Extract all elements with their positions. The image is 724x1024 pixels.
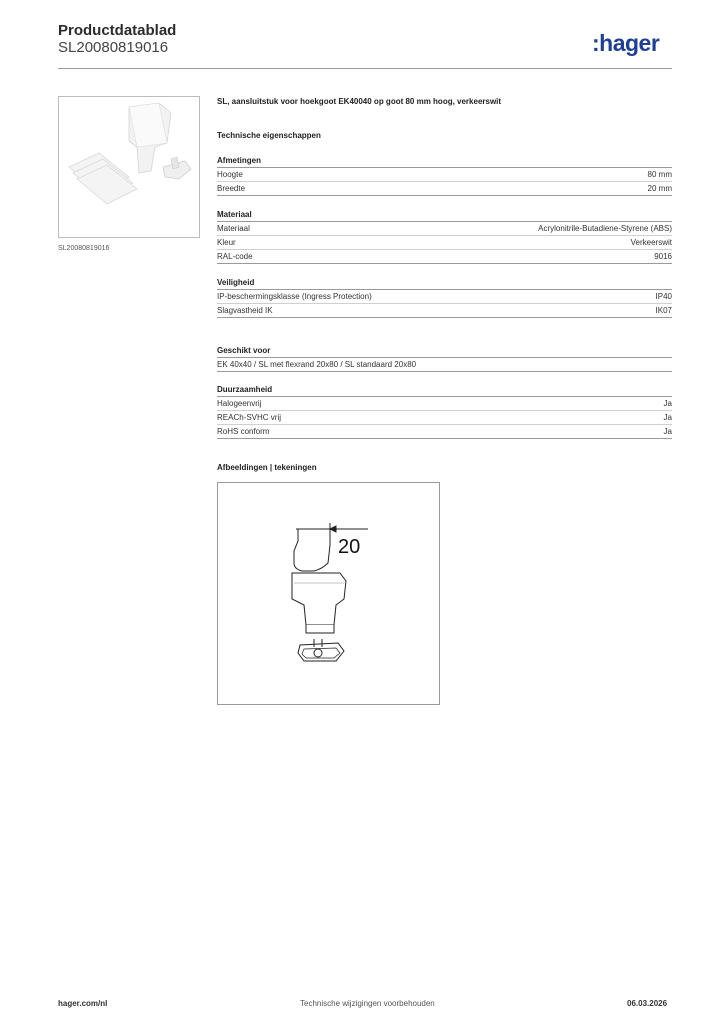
row-label: Materiaal <box>217 224 250 233</box>
section-title: Materiaal <box>217 208 672 222</box>
row-value: 9016 <box>654 252 672 261</box>
product-image <box>58 96 200 238</box>
document-title: Productdatablad <box>58 22 177 39</box>
header-divider <box>58 68 672 69</box>
section-title: Geschikt voor <box>217 344 672 358</box>
table-row <box>217 425 672 439</box>
row-label: REACh-SVHC vrij <box>217 413 282 422</box>
section-title: Afmetingen <box>217 154 672 168</box>
document-subtitle: SL20080819016 <box>58 39 169 56</box>
section-veiligheid <box>217 276 672 318</box>
table-row <box>217 358 672 372</box>
product-photo-illustration <box>59 97 199 237</box>
row-value: IK07 <box>655 306 672 315</box>
table-row <box>217 290 672 304</box>
section-afmetingen <box>217 154 672 196</box>
images-heading: Afbeeldingen | tekeningen <box>217 463 317 472</box>
tech-heading: Technische eigenschappen <box>217 131 321 140</box>
technical-drawing-svg <box>218 483 439 704</box>
technical-drawing <box>217 482 440 705</box>
table-row <box>217 236 672 250</box>
table-row <box>217 250 672 264</box>
row-value: Verkeerswit <box>630 238 672 247</box>
table-row <box>217 222 672 236</box>
product-image-caption: SL20080819016 <box>58 245 110 252</box>
row-value: Acrylonitrile-Butadiene-Styrene (ABS) <box>538 224 672 233</box>
footer-website[interactable]: hager.com/nl <box>58 999 108 1008</box>
footer-date: 06.03.2026 <box>627 999 668 1008</box>
section-geschikt-voor <box>217 344 672 372</box>
row-label: Slagvastheid IK <box>217 306 273 315</box>
hager-logo: :hager <box>592 30 660 56</box>
section-duurzaamheid <box>217 383 672 439</box>
section-title: Veiligheid <box>217 276 672 290</box>
footer-disclaimer: Technische wijzigingen voorbehouden <box>300 999 435 1008</box>
row-value: 80 mm <box>647 170 672 179</box>
table-row <box>217 182 672 196</box>
row-value: Ja <box>663 427 672 436</box>
table-row <box>217 304 672 318</box>
table-row <box>217 168 672 182</box>
row-value: IP40 <box>655 292 672 301</box>
table-row <box>217 397 672 411</box>
section-materiaal <box>217 208 672 264</box>
product-title: SL, aansluitstuk voor hoekgoot EK40040 op goot 80 mm hoog, verkeerswit <box>217 97 502 106</box>
row-value: Ja <box>663 413 672 422</box>
row-label: EK 40x40 / SL met flexrand 20x80 / SL standaard 20x80 <box>217 360 417 369</box>
section-title: Duurzaamheid <box>217 383 672 397</box>
row-label: Kleur <box>217 238 236 247</box>
row-label: Halogeenvrij <box>217 399 262 408</box>
dimension-label: 20 <box>338 536 361 558</box>
table-row <box>217 411 672 425</box>
row-value: 20 mm <box>647 184 672 193</box>
row-label: RAL-code <box>217 252 253 261</box>
row-label: Breedte <box>217 184 246 193</box>
row-value: Ja <box>663 399 672 408</box>
row-label: IP-beschermingsklasse (Ingress Protection) <box>217 292 372 301</box>
row-label: RoHS conform <box>217 427 270 436</box>
row-label: Hoogte <box>217 170 243 179</box>
